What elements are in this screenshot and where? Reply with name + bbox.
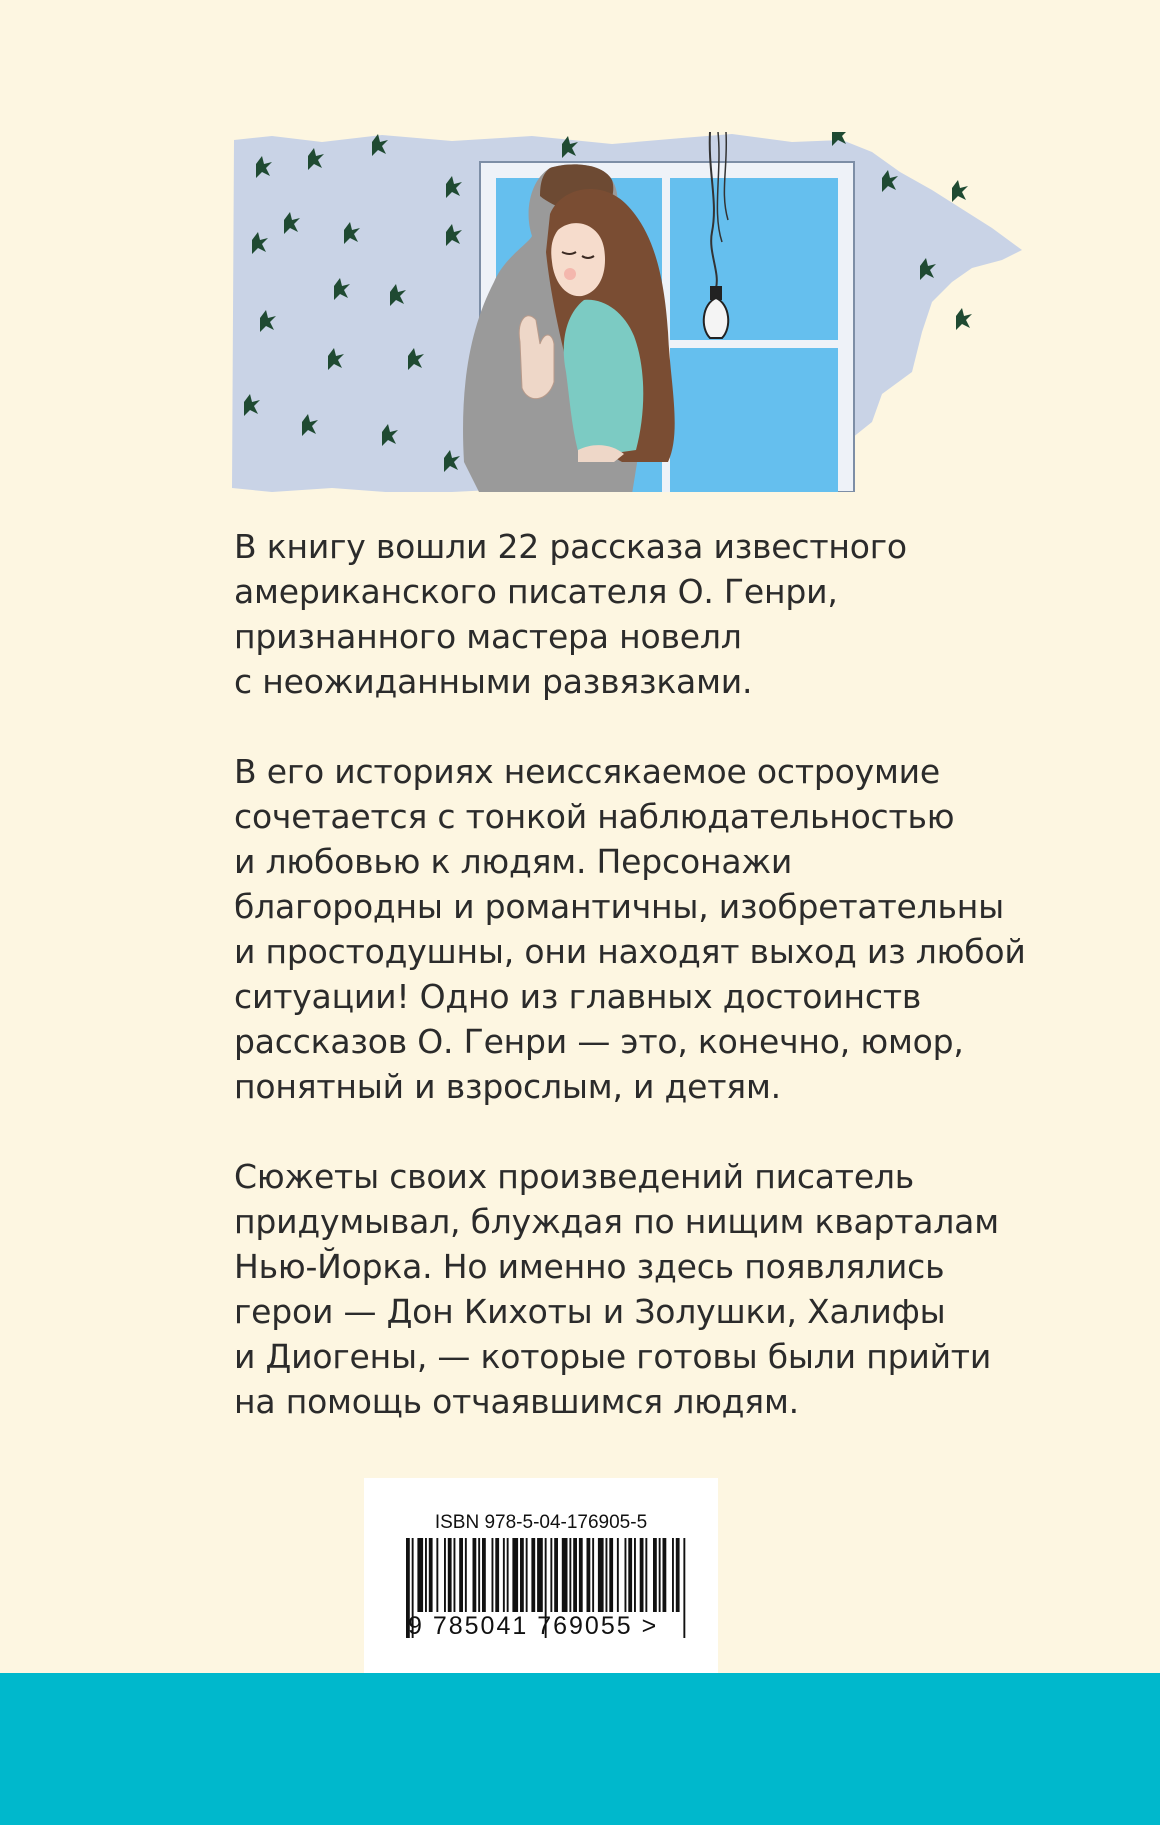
barcode-digits: 9 785041 769055 > [408,1612,659,1640]
description-paragraph: Сюжеты своих произведений писатель придумывал, блуждая по нищим кварталам Нью-Йорка. Но именно здесь появлялись герои — Дон Кихоты и Золушки, Халифы и Диогены, — которые готовы были прийти на помощь отчаявшимся людям. [234,1157,999,1421]
description-paragraph: В книгу вошли 22 рассказа известного американского писателя О. Генри, признанного мастера новелл с неожиданными развязками. [234,527,907,701]
cover-illustration [232,132,1022,492]
description-text [234,524,1074,1469]
isbn-barcode-box [364,1478,718,1673]
couple-window-illustration [232,132,1022,492]
description-paragraph: В его историях неиссякаемое остроумие сочетается с тонкой наблюдательностью и любовью к людям. Персонажи благородны и романтичны, изобретательны и простодушны, они находят выход из любой ситуации! Одно из главных достоинств рассказов О. Генри — это, конечно, юмор, понятный и взрослым, и детям. [234,752,1026,1106]
isbn-label: ISBN 978-5-04-176905-5 [434,1512,648,1533]
bottom-color-band [0,1673,1160,1825]
